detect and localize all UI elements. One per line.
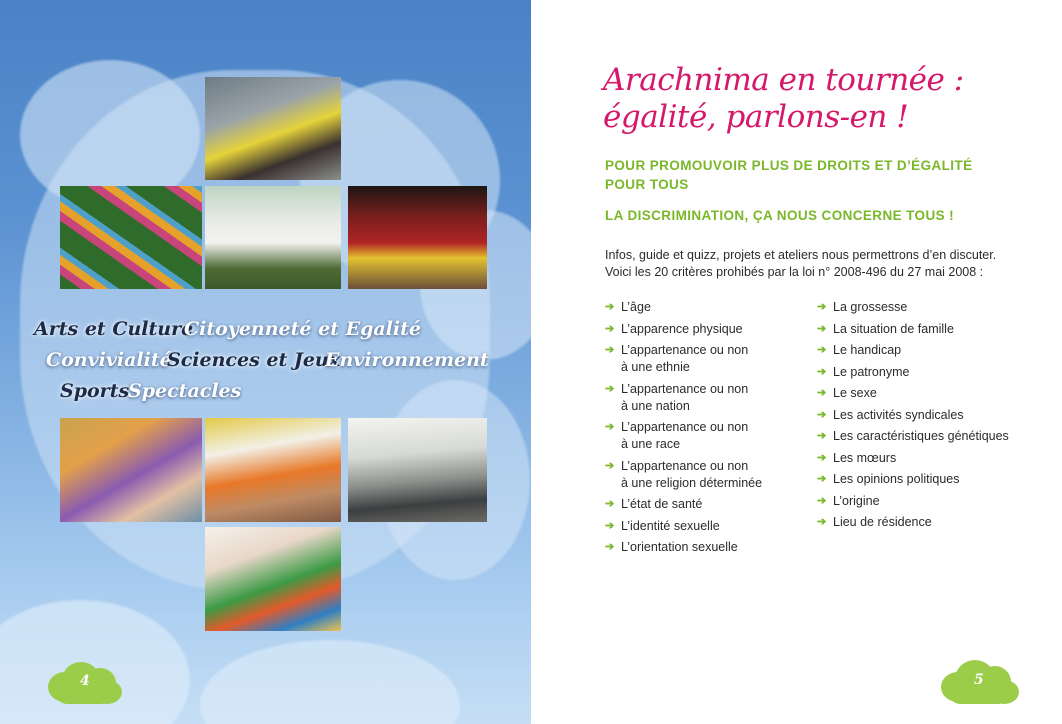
photo-floor-art <box>60 186 202 289</box>
arrow-right-icon: ➔ <box>605 541 615 553</box>
list-item: ➔ L’identité sexuelle <box>605 518 720 533</box>
list-item: ➔ L’origine <box>817 493 880 508</box>
list-item: ➔ L’âge <box>605 300 651 314</box>
arrow-right-icon: ➔ <box>817 516 827 528</box>
theme-environment: Environnement <box>325 349 489 371</box>
arrow-right-icon: ➔ <box>817 494 827 507</box>
criteria-list-col1 <box>605 299 762 561</box>
list-item: ➔ L’état de santé <box>605 497 703 511</box>
arrow-right-icon: ➔ <box>817 408 827 421</box>
photo-child-hands-game <box>205 527 341 631</box>
arrow-right-icon: ➔ <box>817 365 827 378</box>
arrow-right-icon: ➔ <box>817 451 827 464</box>
page-number-cloud <box>48 660 122 706</box>
list-item: ➔ La grossesse <box>817 300 908 314</box>
subtitle-line1: POUR PROMOUVOIR PLUS DE DROITS ET D’ÉGALITÉ <box>605 158 973 173</box>
list-item: ➔ L’apparence physique <box>605 321 743 336</box>
arrow-right-icon: ➔ <box>605 498 615 510</box>
arrow-right-icon: ➔ <box>817 387 827 399</box>
list-item: ➔ Les mœurs <box>817 450 897 465</box>
list-item: ➔ L’orientation sexuelle <box>605 540 738 554</box>
arrow-right-icon: ➔ <box>605 421 615 433</box>
theme-citizenship-equality: Citoyenneté et Egalité <box>184 318 421 340</box>
page-number: 5 <box>974 672 984 688</box>
intro-line2: Voici les 20 critères prohibés par la loi n° 2008-496 du 27 mai 2008 : <box>605 265 984 279</box>
arrow-right-icon: ➔ <box>817 322 827 335</box>
list-item: ➔ L’appartenance ou non à une nation <box>605 381 749 413</box>
arrow-right-icon: ➔ <box>817 473 827 485</box>
arrow-right-icon: ➔ <box>817 301 827 313</box>
criteria-list-col2 <box>817 299 1009 536</box>
arrow-right-icon: ➔ <box>605 344 615 356</box>
list-item: ➔ Le patronyme <box>817 364 910 379</box>
list-item: ➔ Le handicap <box>817 343 902 357</box>
subtitle-line2: POUR TOUS <box>605 177 689 192</box>
theme-sports: Sports <box>60 380 130 402</box>
photo-accordion-player <box>205 77 341 180</box>
theme-science-games: Sciences et Jeux <box>167 349 341 371</box>
page-title-line1: Arachnima en tournée : <box>603 62 964 98</box>
arrow-right-icon: ➔ <box>605 382 615 395</box>
arrow-right-icon: ➔ <box>605 459 615 472</box>
right-page <box>531 0 1062 724</box>
list-item: ➔ L’appartenance ou non à une ethnie <box>605 343 749 374</box>
page-title-line2: égalité, parlons-en ! <box>603 99 909 135</box>
arrow-right-icon: ➔ <box>817 430 827 442</box>
subtitle-discrimination: LA DISCRIMINATION, ÇA NOUS CONCERNE TOUS ! <box>605 208 955 223</box>
list-item: ➔ Les activités syndicales <box>817 407 964 422</box>
page-number-cloud <box>941 658 1019 706</box>
arrow-right-icon: ➔ <box>605 322 615 335</box>
sky-cloud <box>200 640 460 724</box>
list-item: ➔ Les caractéristiques génétiques <box>817 429 1009 443</box>
arrow-right-icon: ➔ <box>605 519 615 532</box>
list-item: ➔ Les opinions politiques <box>817 472 960 486</box>
photo-children-painting <box>60 418 202 522</box>
list-item: ➔ Le sexe <box>817 386 877 400</box>
photo-puppet-show <box>348 186 487 289</box>
page-number: 4 <box>80 673 90 689</box>
photo-craft-workshop <box>205 418 341 522</box>
intro-line1: Infos, guide et quizz, projets et ateliers nous permettrons d’en discuter. <box>605 248 997 262</box>
list-item: ➔ La situation de famille <box>817 321 954 336</box>
theme-conviviality: Convivialité <box>46 349 172 371</box>
theme-arts-culture: Arts et Culture <box>34 318 194 340</box>
theme-shows: Spectacles <box>128 380 242 402</box>
photo-exhibition-panels <box>205 186 341 289</box>
list-item: ➔ L’appartenance ou non à une race <box>605 420 749 451</box>
arrow-right-icon: ➔ <box>605 301 615 313</box>
list-item: ➔ L’appartenance ou non à une religion déterminée <box>605 458 763 490</box>
photo-science-experiment <box>348 418 487 522</box>
arrow-right-icon: ➔ <box>817 344 827 356</box>
list-item: ➔ Lieu de résidence <box>817 515 932 529</box>
